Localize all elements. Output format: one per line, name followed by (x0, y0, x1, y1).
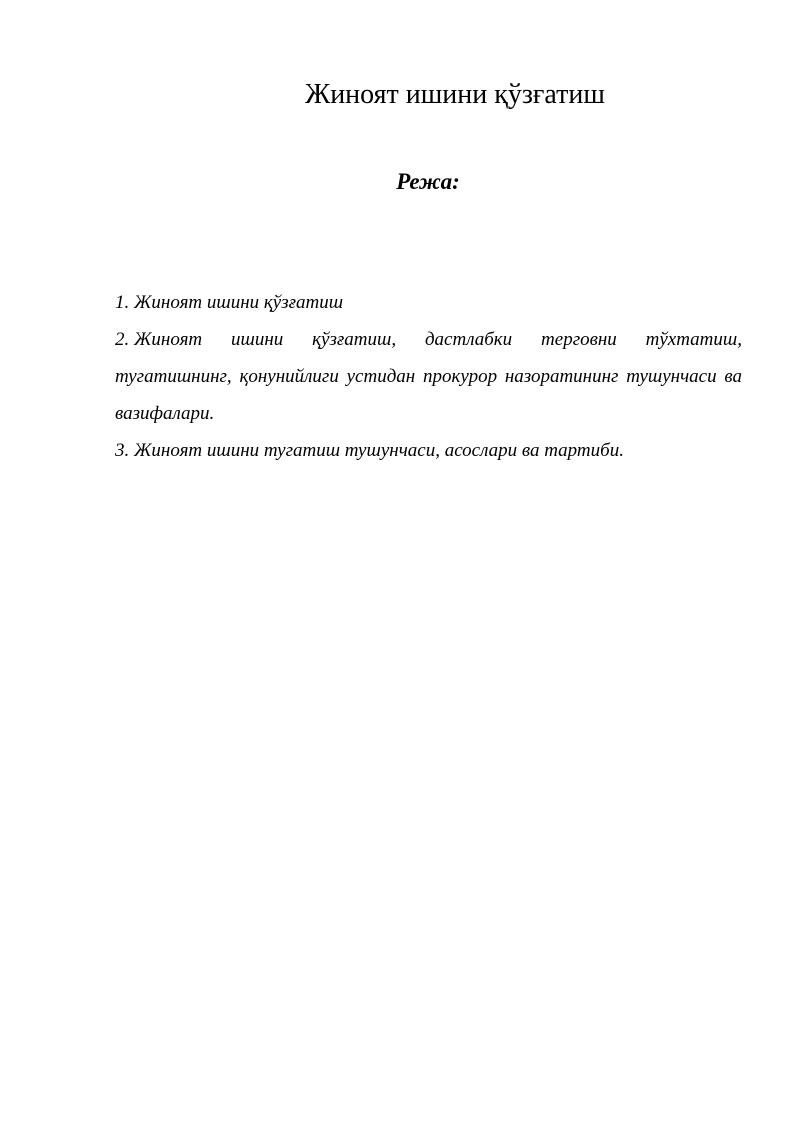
plan-item (115, 284, 742, 321)
plan-item-text: Жиноят ишини қўзғатиш, дастлабки терговни тўхтатиш, тугатишнинг, қонунийлиги устидан прокурор назоратининг тушунчаси ва вазифалари. (115, 329, 742, 424)
plan-item-number: 1. (115, 292, 130, 313)
plan-item-text: Жиноят ишини қўзғатиш (134, 292, 344, 313)
plan-item (115, 432, 742, 469)
plan-item-text: Жиноят ишини тугатиш тушунчаси, асослари ва тартиби. (134, 440, 624, 461)
document-title: Жиноят ишини қўзғатиш (305, 79, 605, 110)
plan-item (115, 321, 742, 432)
plan-list (115, 284, 742, 469)
plan-item-number: 3. (115, 440, 130, 461)
plan-item-number: 2. (115, 329, 130, 350)
plan-heading: Режа: (396, 169, 460, 194)
